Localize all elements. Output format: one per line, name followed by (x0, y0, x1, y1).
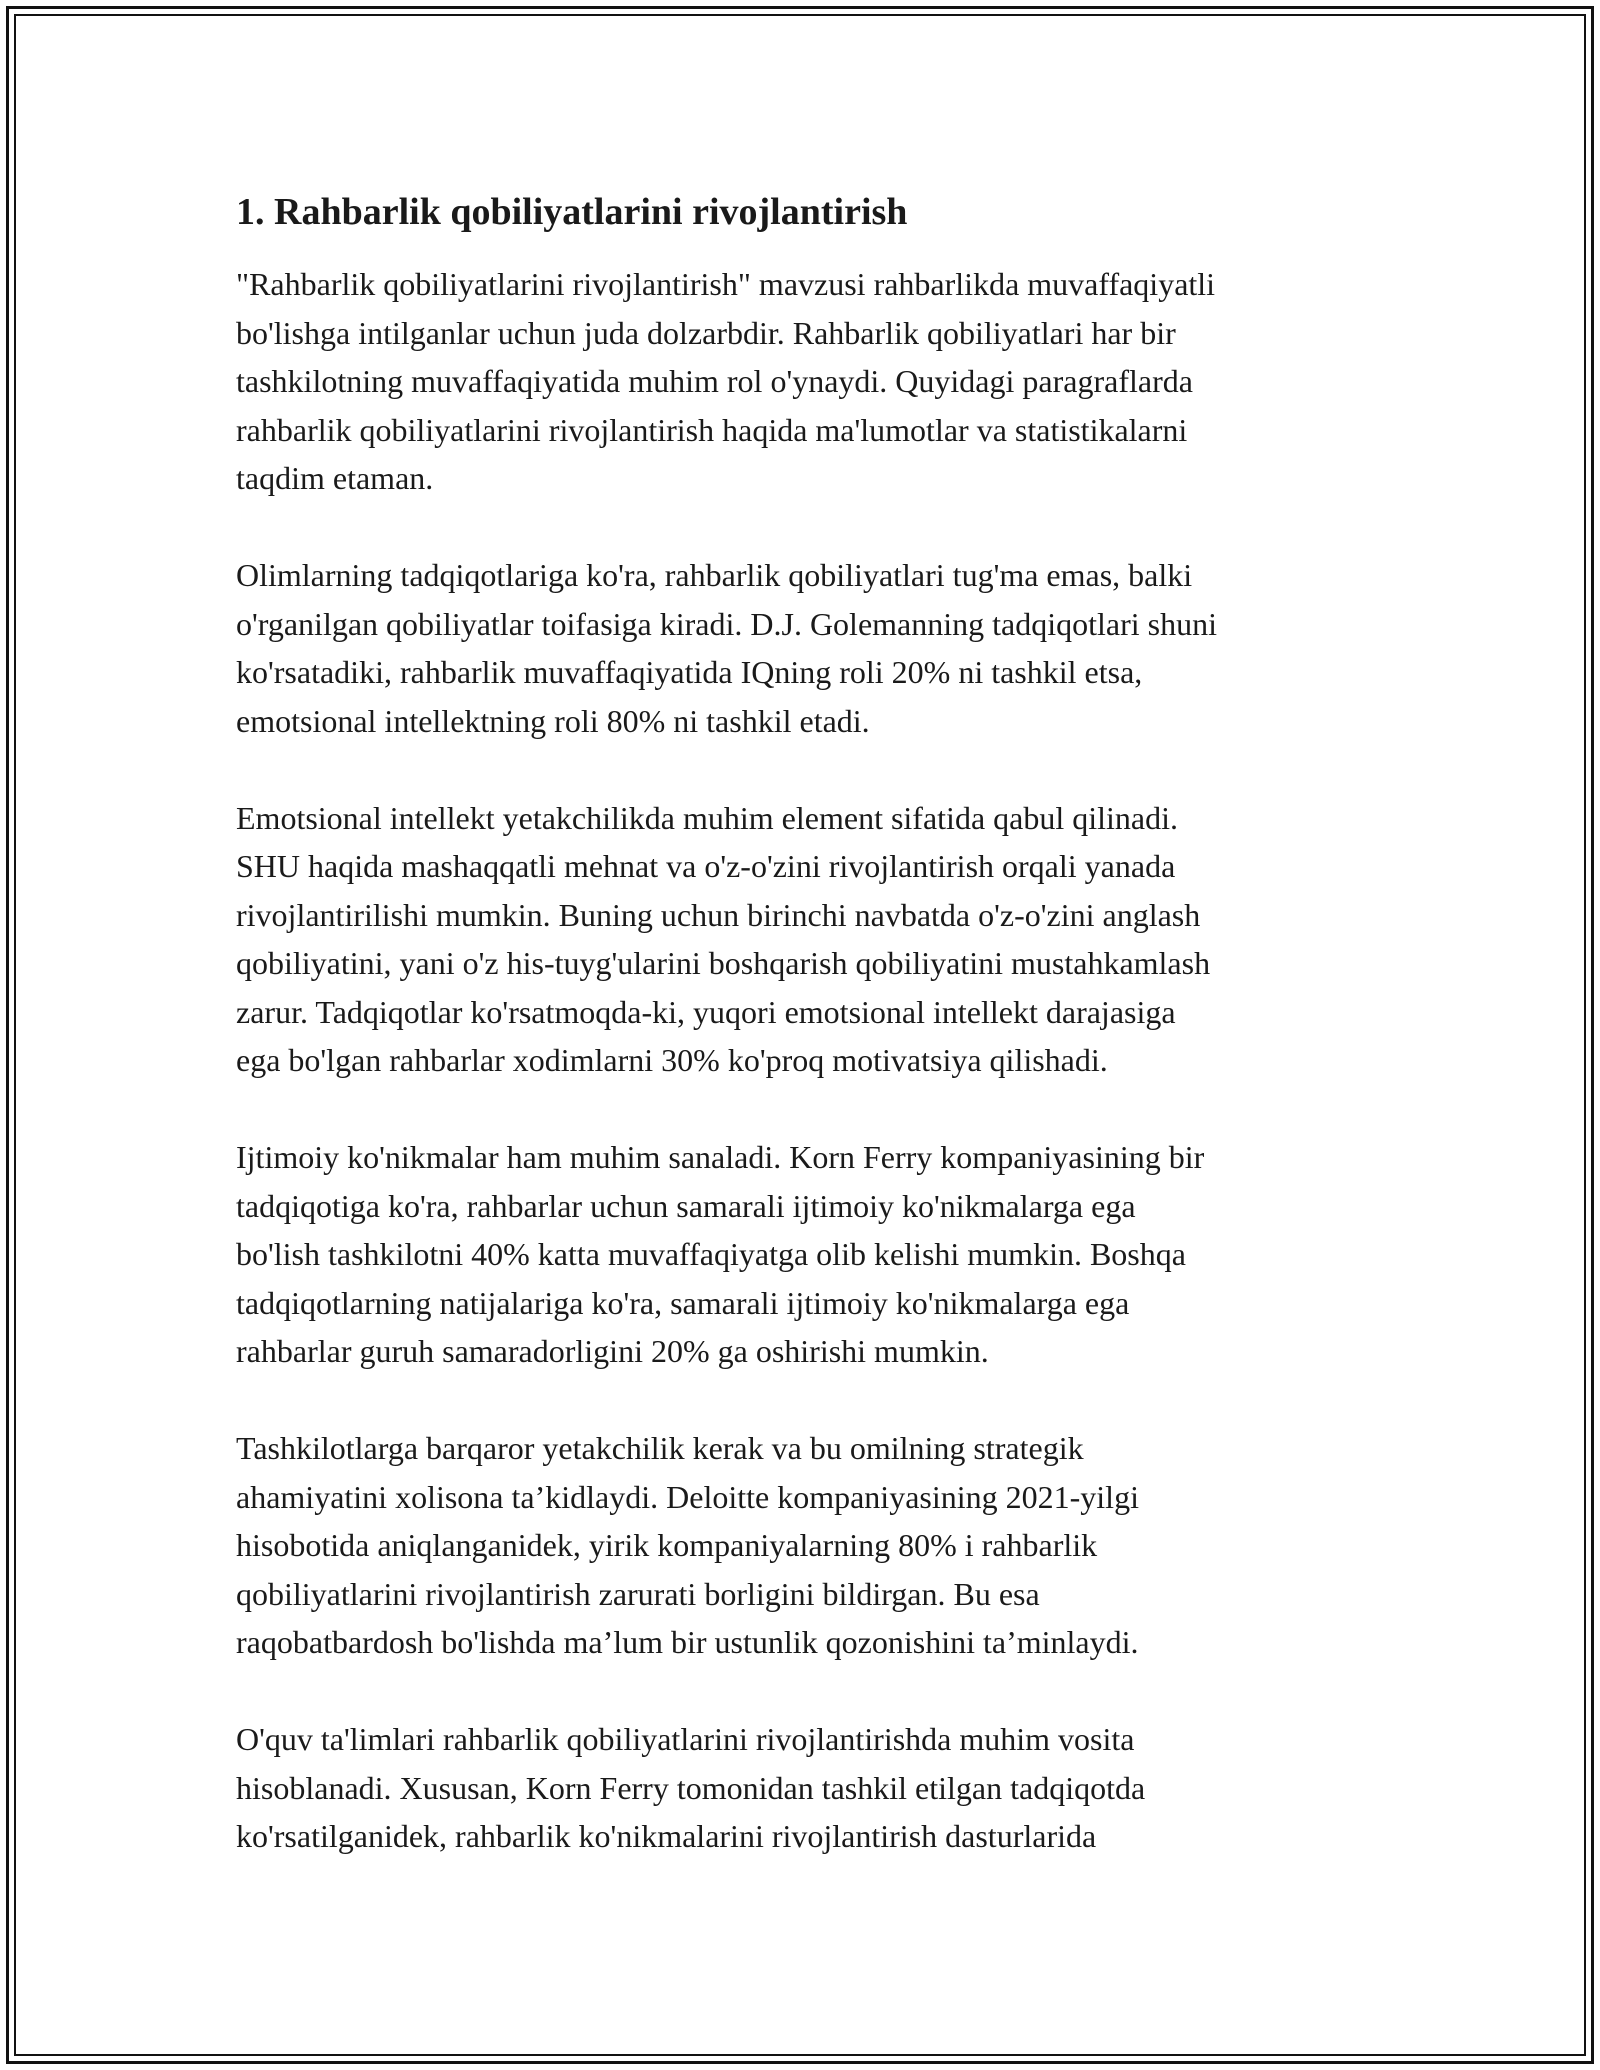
text-line: Ijtimoiy ko'nikmalar ham muhim sanaladi. Korn Ferry kompaniyasining bir (236, 1139, 1205, 1175)
text-line: tashkilotning muvaffaqiyatida muhim rol o'ynaydi. Quyidagi paragraflarda (236, 363, 1193, 399)
paragraph-emotional-intelligence (236, 794, 1376, 1085)
text-line: qobiliyatlarini rivojlantirish zarurati borligini bildirgan. Bu esa (236, 1575, 1040, 1612)
text-line: rahbarlik qobiliyatlarini rivojlantirish haqida ma'lumotlar va statistikalarni (236, 411, 1188, 448)
text-line: rivojlantirilishi mumkin. Buning uchun birinchi navbatda o'z-o'zini anglash (236, 896, 1201, 933)
text-line: hisobotida aniqlanganidek, yirik kompaniyalarning 80% i rahbarlik (236, 1527, 1098, 1563)
text-line: ega bo'lgan rahbarlar xodimlarni 30% ko'proq motivatsiya qilishadi. (236, 1042, 1108, 1078)
text-line: rahbarlar guruh samaradorligini 20% ga oshirishi mumkin. (236, 1333, 989, 1369)
document-body (236, 188, 1376, 1861)
text-line: o'rganilgan qobiliyatlar toifasiga kiradi. D.J. Golemanning tadqiqotlari shuni (236, 605, 1217, 642)
text-line: qobiliyatini, yani o'z his-tuyg'ularini boshqarish qobiliyatini mustahkamlash (236, 945, 1211, 981)
text-line: ahamiyatini xolisona ta’kidlaydi. Deloitte kompaniyasining 2021-yilgi (236, 1478, 1139, 1515)
paragraph-intro (236, 260, 1376, 503)
text-line: ko'rsatadiki, rahbarlik muvaffaqiyatida IQning roli 20% ni tashkil etsa, (236, 654, 1143, 690)
text-line: ko'rsatilganidek, rahbarlik ko'nikmalarini rivojlantirish dasturlarida (236, 1818, 1097, 1854)
text-line: tadqiqotlarning natijalariga ko'ra, samarali ijtimoiy ko'nikmalarga ega (236, 1284, 1130, 1321)
text-line: Olimlarning tadqiqotlariga ko'ra, rahbarlik qobiliyatlari tug'ma emas, balki (236, 557, 1193, 593)
text-line: Tashkilotlarga barqaror yetakchilik kerak va bu omilning strategik (236, 1430, 1084, 1466)
paragraph-social-skills (236, 1133, 1376, 1376)
text-line: zarur. Tadqiqotlar ko'rsatmoqda-ki, yuqori emotsional intellekt darajasiga (236, 993, 1176, 1030)
text-line: raqobatbardosh bo'lishda ma’lum bir ustunlik qozonishini ta’minlaydi. (236, 1624, 1139, 1660)
text-line: emotsional intellektning roli 80% ni tashkil etadi. (236, 702, 870, 739)
paragraph-stable-leadership (236, 1424, 1376, 1667)
text-line: hisoblanadi. Xususan, Korn Ferry tomonidan tashkil etilgan tadqiqotda (236, 1769, 1146, 1806)
text-line: O'quv ta'limlari rahbarlik qobiliyatlarini rivojlantirishda muhim vosita (236, 1721, 1135, 1757)
paragraph-research (236, 551, 1376, 745)
text-line: bo'lish tashkilotni 40% katta muvaffaqiyatga olib kelishi mumkin. Boshqa (236, 1236, 1186, 1272)
text-line: SHU haqida mashaqqatli mehnat va o'z-o'zini rivojlantirish orqali yanada (236, 848, 1176, 884)
text-line: Emotsional intellekt yetakchilikda muhim element sifatida qabul qilinadi. (236, 799, 1178, 836)
text-line: bo'lishga intilganlar uchun juda dolzarbdir. Rahbarlik qobiliyatlari har bir (236, 314, 1176, 351)
paragraph-training (236, 1715, 1376, 1861)
text-line: "Rahbarlik qobiliyatlarini rivojlantirish" mavzusi rahbarlikda muvaffaqiyatli (236, 266, 1216, 302)
page-title: 1. Rahbarlik qobiliyatlarini rivojlantirish (236, 191, 908, 233)
text-line: tadqiqotiga ko'ra, rahbarlar uchun samarali ijtimoiy ko'nikmalarga ega (236, 1187, 1136, 1224)
text-line: taqdim etaman. (236, 460, 434, 496)
